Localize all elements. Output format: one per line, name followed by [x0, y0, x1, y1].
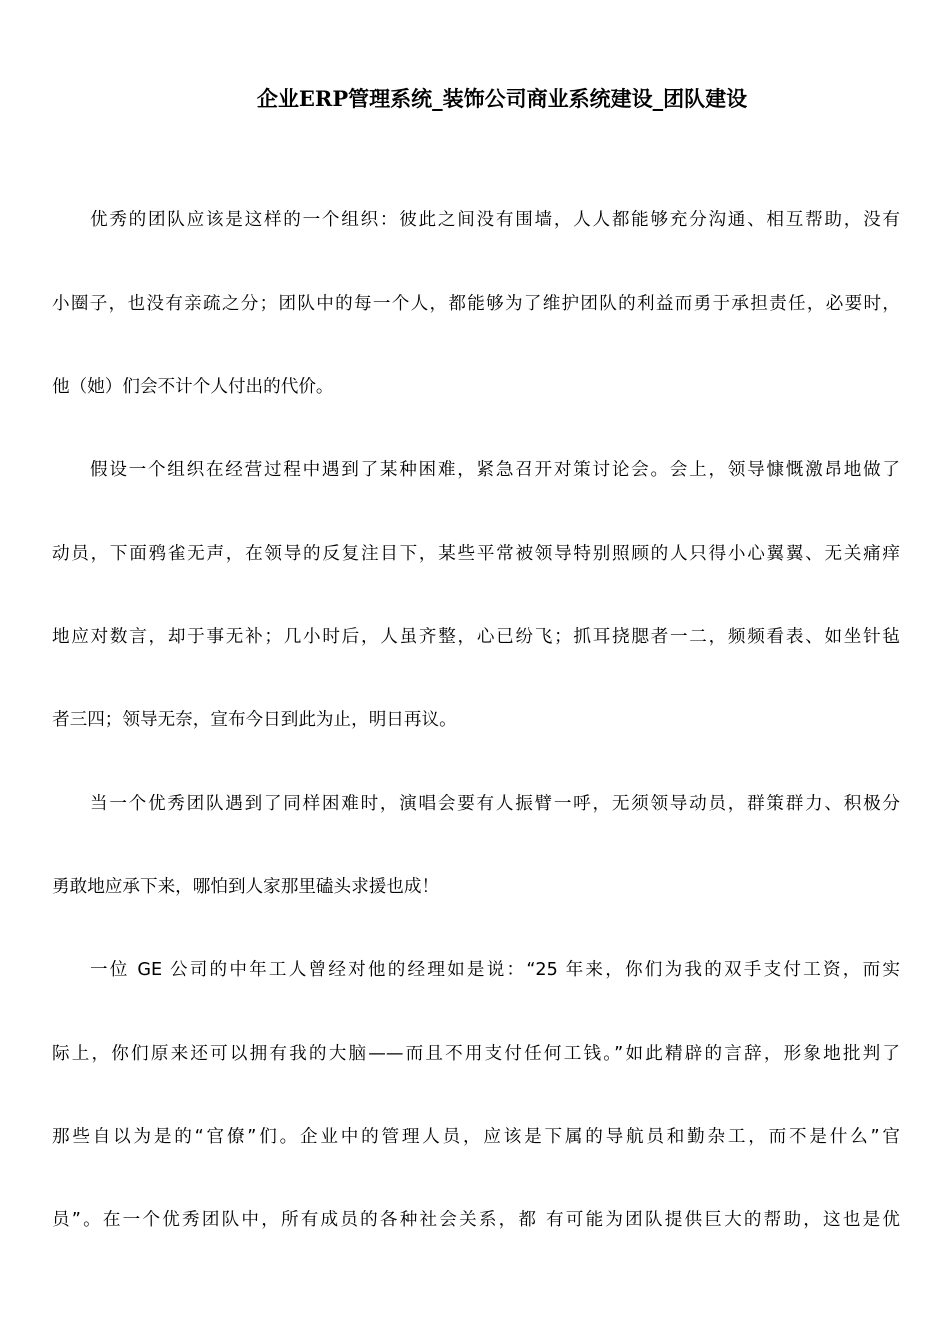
paragraph-1-line-2: 小圈子，也没有亲疏之分；团队中的每一个人，都能够为了维护团队的利益而勇于承担责任，必要时，: [52, 294, 900, 314]
paragraph-2-line-1: 假设一个组织在经营过程中遇到了某种困难，紧急召开对策讨论会。会上，领导慷慨激昂地做了: [90, 460, 900, 480]
paragraph-3-line-2: 勇敢地应承下来，哪怕到人家那里磕头求援也成！: [52, 877, 440, 897]
paragraph-4-line-1: 一位 GE 公司的中年工人曾经对他的经理如是说：“25 年来，你们为我的双手支付工资，而实: [90, 960, 900, 980]
paragraph-2-line-3: 地应对数言，却于事无补；几小时后，人虽齐整，心已纷飞；抓耳挠腮者一二，频频看表、如坐针毡: [52, 627, 900, 647]
document-title: 企业ERP管理系统_装饰公司商业系统建设_团队建设: [256, 86, 748, 111]
paragraph-3-line-1: 当一个优秀团队遇到了同样困难时，演唱会要有人振臂一呼，无须领导动员，群策群力、积极分: [90, 794, 900, 814]
paragraph-4-line-2: 际上，你们原来还可以拥有我的大脑——而且不用支付任何工钱。”如此精辟的言辞，形象地批判了: [52, 1044, 900, 1064]
paragraph-4-line-3: 那些自以为是的“官僚”们。企业中的管理人员，应该是下属的导航员和勤杂工，而不是什么”官: [52, 1127, 900, 1147]
paragraph-4-line-4: 员”。在一个优秀团队中，所有成员的各种社会关系，都 有可能为团队提供巨大的帮助，这也是优: [52, 1210, 900, 1230]
paragraph-1-line-1: 优秀的团队应该是这样的一个组织：彼此之间没有围墙，人人都能够充分沟通、相互帮助，没有: [90, 210, 900, 230]
paragraph-2-line-4: 者三四；领导无奈，宣布今日到此为止，明日再议。: [52, 710, 457, 730]
paragraph-2-line-2: 动员，下面鸦雀无声，在领导的反复注目下，某些平常被领导特别照顾的人只得小心翼翼、无关痛痒: [52, 544, 900, 564]
paragraph-1-line-3: 他（她）们会不计个人付出的代价。: [52, 377, 334, 397]
